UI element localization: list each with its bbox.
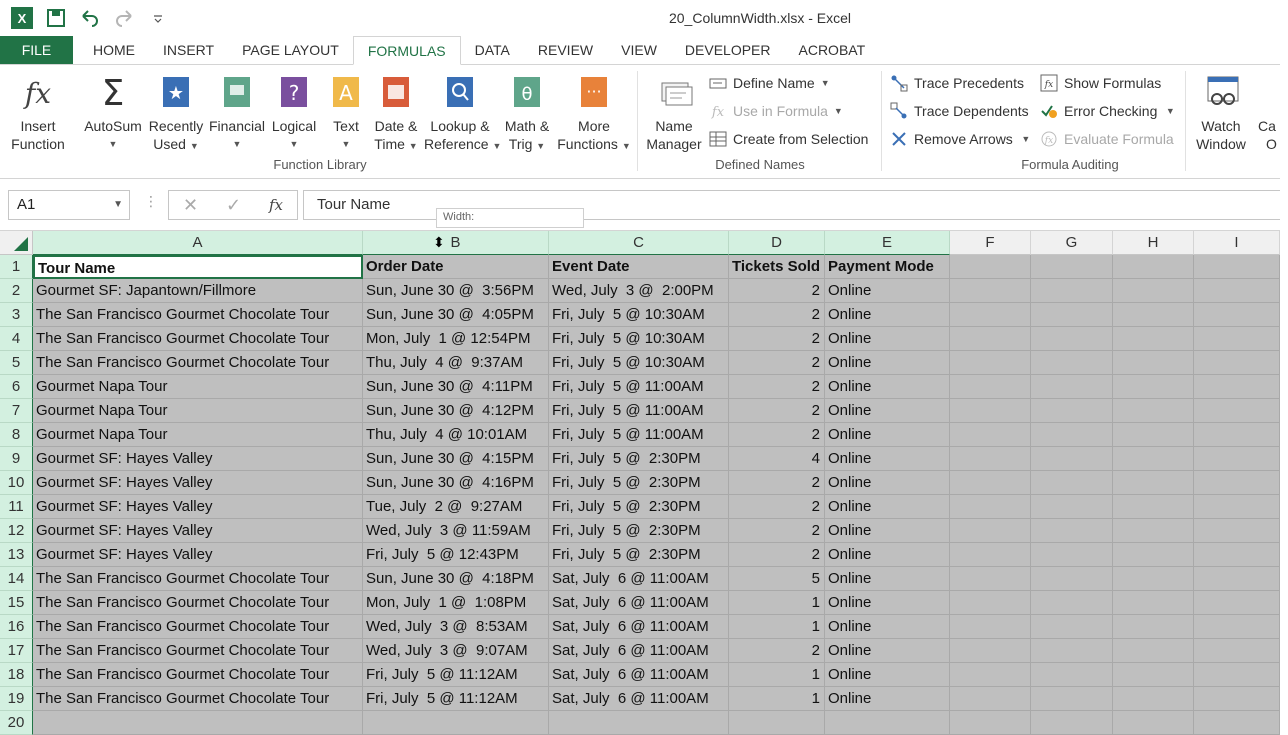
table-cell[interactable] xyxy=(1031,495,1113,519)
table-cell[interactable] xyxy=(1113,327,1194,351)
row-header[interactable]: 18 xyxy=(0,663,33,687)
table-cell[interactable]: Thu, July 4 @ 9:37AM xyxy=(363,351,549,375)
name-box[interactable]: A1 ▼ xyxy=(8,190,130,220)
financial-button[interactable]: Financial ▼ xyxy=(207,73,267,153)
table-cell[interactable] xyxy=(549,711,729,735)
table-cell[interactable]: Gourmet SF: Hayes Valley xyxy=(33,471,363,495)
tab-formulas[interactable]: FORMULAS xyxy=(353,36,461,65)
table-cell[interactable] xyxy=(1031,303,1113,327)
row-header[interactable]: 16 xyxy=(0,615,33,639)
column-header-h[interactable]: H xyxy=(1113,231,1194,255)
table-cell[interactable] xyxy=(1194,543,1280,567)
table-cell[interactable]: Fri, July 5 @ 11:12AM xyxy=(363,663,549,687)
use-in-formula-button[interactable]: fx Use in Formula ▼ xyxy=(709,100,843,122)
table-cell[interactable]: Mon, July 1 @ 12:54PM xyxy=(363,327,549,351)
table-cell[interactable] xyxy=(1194,303,1280,327)
column-header-a[interactable]: A xyxy=(33,231,363,255)
tab-data[interactable]: DATA xyxy=(474,42,510,58)
column-header-e[interactable]: E xyxy=(825,231,950,255)
row-header[interactable]: 9 xyxy=(0,447,33,471)
column-header-g[interactable]: G xyxy=(1031,231,1113,255)
table-cell[interactable] xyxy=(33,711,363,735)
fx-icon xyxy=(22,73,54,111)
table-cell[interactable] xyxy=(950,663,1031,687)
table-grid-icon xyxy=(709,130,727,148)
table-cell[interactable]: Sun, June 30 @ 4:12PM xyxy=(363,399,549,423)
more-functions-button[interactable]: ··· More Functions ▼ xyxy=(557,73,631,155)
table-cell[interactable]: 2 xyxy=(729,519,825,543)
header-cell[interactable] xyxy=(1031,255,1113,279)
error-checking-icon xyxy=(1040,102,1058,120)
row-header[interactable]: 14 xyxy=(0,567,33,591)
table-cell[interactable]: Sun, June 30 @ 3:56PM xyxy=(363,279,549,303)
header-cell[interactable]: Event Date xyxy=(549,255,729,279)
table-cell[interactable]: 2 xyxy=(729,399,825,423)
table-cell[interactable]: The San Francisco Gourmet Chocolate Tour xyxy=(33,615,363,639)
table-cell[interactable]: Wed, July 3 @ 2:00PM xyxy=(549,279,729,303)
table-cell[interactable]: Online xyxy=(825,519,950,543)
svg-text:Σ: Σ xyxy=(101,73,125,114)
svg-text:fx: fx xyxy=(1044,136,1054,146)
svg-text:θ: θ xyxy=(521,84,533,105)
table-cell[interactable]: Online xyxy=(825,399,950,423)
table-cell[interactable] xyxy=(1113,303,1194,327)
table-cell[interactable]: Online xyxy=(825,423,950,447)
table-cell[interactable]: 2 xyxy=(729,639,825,663)
table-cell[interactable] xyxy=(950,519,1031,543)
define-name-button[interactable]: Define Name ▼ xyxy=(709,72,830,94)
column-width-tooltip: Width: xyxy=(436,208,584,228)
table-cell[interactable] xyxy=(1113,399,1194,423)
formula-bar xyxy=(0,179,1280,231)
remove-arrows-icon xyxy=(890,130,908,148)
table-cell[interactable] xyxy=(825,711,950,735)
row-header[interactable]: 2 xyxy=(0,279,33,303)
table-cell[interactable] xyxy=(950,423,1031,447)
table-cell[interactable]: Online xyxy=(825,543,950,567)
row-header[interactable]: 19 xyxy=(0,687,33,711)
table-cell[interactable]: Gourmet Napa Tour xyxy=(33,399,363,423)
table-cell[interactable] xyxy=(1194,615,1280,639)
table-cell[interactable]: Sun, June 30 @ 4:16PM xyxy=(363,471,549,495)
table-cell[interactable] xyxy=(950,567,1031,591)
table-cell[interactable]: Online xyxy=(825,447,950,471)
row-header[interactable]: 15 xyxy=(0,591,33,615)
row-header[interactable]: 20 xyxy=(0,711,33,735)
insert-function-icon[interactable]: fx xyxy=(268,196,283,214)
table-cell[interactable] xyxy=(1031,687,1113,711)
table-cell[interactable]: 2 xyxy=(729,471,825,495)
tab-file[interactable]: FILE xyxy=(0,36,73,64)
enter-icon[interactable]: ✓ xyxy=(225,194,242,215)
table-cell[interactable] xyxy=(1194,351,1280,375)
tab-acrobat[interactable]: ACROBAT xyxy=(798,42,866,58)
header-cell[interactable] xyxy=(1194,255,1280,279)
calendar-book-icon xyxy=(380,73,412,111)
table-cell[interactable] xyxy=(1194,279,1280,303)
column-header-d[interactable]: D xyxy=(729,231,825,255)
table-cell[interactable] xyxy=(950,327,1031,351)
table-cell[interactable] xyxy=(1194,591,1280,615)
watch-window-icon xyxy=(1205,73,1237,111)
logical-button[interactable]: ? Logical ▼ xyxy=(269,73,319,153)
table-cell[interactable] xyxy=(950,543,1031,567)
table-cell[interactable]: 1 xyxy=(729,663,825,687)
math-trig-button[interactable]: θ Math & Trig ▼ xyxy=(499,73,555,155)
svg-text:fx: fx xyxy=(711,105,725,120)
table-cell[interactable]: 1 xyxy=(729,591,825,615)
table-cell[interactable] xyxy=(950,399,1031,423)
formula-input[interactable]: Tour Name xyxy=(303,190,1280,220)
table-cell[interactable]: 4 xyxy=(729,447,825,471)
table-cell[interactable]: Sat, July 6 @ 11:00AM xyxy=(549,663,729,687)
watch-window-button[interactable]: Watch Window xyxy=(1190,73,1252,153)
row-header[interactable]: 12 xyxy=(0,519,33,543)
table-cell[interactable] xyxy=(1031,567,1113,591)
table-cell[interactable] xyxy=(1031,399,1113,423)
table-cell[interactable] xyxy=(950,447,1031,471)
table-cell[interactable] xyxy=(950,591,1031,615)
more-book-icon xyxy=(578,73,610,111)
table-cell[interactable]: Wed, July 3 @ 11:59AM xyxy=(363,519,549,543)
table-cell[interactable]: 2 xyxy=(729,351,825,375)
table-cell[interactable] xyxy=(1113,615,1194,639)
table-cell[interactable] xyxy=(1113,375,1194,399)
text-button[interactable]: A Text ▼ xyxy=(326,73,366,153)
tab-home[interactable]: HOME xyxy=(93,42,135,58)
table-cell[interactable] xyxy=(1113,567,1194,591)
ribbon-tabs xyxy=(0,36,1280,65)
table-cell[interactable]: Fri, July 5 @ 10:30AM xyxy=(549,303,729,327)
table-cell[interactable]: Online xyxy=(825,279,950,303)
table-cell[interactable]: Fri, July 5 @ 11:00AM xyxy=(549,375,729,399)
table-cell[interactable] xyxy=(1031,471,1113,495)
table-cell[interactable] xyxy=(1113,447,1194,471)
table-cell[interactable] xyxy=(1194,495,1280,519)
table-cell[interactable]: Online xyxy=(825,639,950,663)
table-cell[interactable]: Gourmet Napa Tour xyxy=(33,423,363,447)
table-cell[interactable] xyxy=(1031,543,1113,567)
table-cell[interactable] xyxy=(1194,447,1280,471)
logical-book-icon xyxy=(278,73,310,111)
tag-icon xyxy=(709,74,727,92)
evaluate-formula-button[interactable]: fx Evaluate Formula xyxy=(1040,128,1174,150)
evaluate-formula-icon xyxy=(1040,130,1058,148)
table-cell[interactable]: Fri, July 5 @ 2:30PM xyxy=(549,519,729,543)
column-headers xyxy=(0,231,1280,255)
table-cell[interactable]: Online xyxy=(825,663,950,687)
table-cell[interactable]: Gourmet SF: Hayes Valley xyxy=(33,519,363,543)
table-cell[interactable]: Online xyxy=(825,303,950,327)
table-cell[interactable]: The San Francisco Gourmet Chocolate Tour xyxy=(33,303,363,327)
table-cell[interactable] xyxy=(1113,423,1194,447)
table-cell[interactable] xyxy=(1194,375,1280,399)
column-header-f[interactable]: F xyxy=(950,231,1031,255)
table-cell[interactable]: The San Francisco Gourmet Chocolate Tour xyxy=(33,567,363,591)
table-cell[interactable] xyxy=(1113,495,1194,519)
date-time-button[interactable]: Date & Time ▼ xyxy=(370,73,422,155)
table-cell[interactable]: 2 xyxy=(729,495,825,519)
table-cell[interactable]: The San Francisco Gourmet Chocolate Tour xyxy=(33,351,363,375)
table-cell[interactable] xyxy=(950,615,1031,639)
table-cell[interactable] xyxy=(1031,615,1113,639)
header-cell[interactable]: Payment Mode xyxy=(825,255,950,279)
math-book-icon xyxy=(511,73,543,111)
row-header[interactable]: 4 xyxy=(0,327,33,351)
svg-text:fx: fx xyxy=(1044,80,1054,90)
table-cell[interactable]: 1 xyxy=(729,687,825,711)
table-cell[interactable] xyxy=(1194,399,1280,423)
table-cell[interactable] xyxy=(1194,567,1280,591)
remove-arrows-button[interactable]: Remove Arrows ▼ xyxy=(890,128,1030,150)
row-header[interactable]: 11 xyxy=(0,495,33,519)
table-cell[interactable] xyxy=(1031,447,1113,471)
row-header[interactable]: 10 xyxy=(0,471,33,495)
column-header-c[interactable]: C xyxy=(549,231,729,255)
ribbon-separator xyxy=(881,71,882,171)
table-cell[interactable] xyxy=(950,495,1031,519)
financial-book-icon xyxy=(221,73,253,111)
resize-cursor-icon: ⬍ xyxy=(433,234,445,250)
table-cell[interactable] xyxy=(950,303,1031,327)
table-cell[interactable]: Gourmet SF: Hayes Valley xyxy=(33,543,363,567)
insert-function-button[interactable]: fx Insert Function xyxy=(6,73,70,153)
chevron-down-icon[interactable]: ▼ xyxy=(113,199,123,210)
table-cell[interactable]: Online xyxy=(825,327,950,351)
table-cell[interactable]: Gourmet Napa Tour xyxy=(33,375,363,399)
header-cell[interactable] xyxy=(1113,255,1194,279)
table-cell[interactable]: The San Francisco Gourmet Chocolate Tour xyxy=(33,591,363,615)
table-cell[interactable]: Wed, July 3 @ 8:53AM xyxy=(363,615,549,639)
table-cell[interactable]: 1 xyxy=(729,615,825,639)
table-cell[interactable] xyxy=(1113,591,1194,615)
table-cell[interactable] xyxy=(1194,711,1280,735)
table-cell[interactable]: 5 xyxy=(729,567,825,591)
table-cell[interactable]: The San Francisco Gourmet Chocolate Tour xyxy=(33,687,363,711)
function-library-group-label: Function Library xyxy=(273,157,367,172)
table-cell[interactable] xyxy=(1113,687,1194,711)
table-cell[interactable] xyxy=(1113,471,1194,495)
table-cell[interactable]: Fri, July 5 @ 2:30PM xyxy=(549,543,729,567)
table-cell[interactable]: Online xyxy=(825,351,950,375)
row-header[interactable]: 7 xyxy=(0,399,33,423)
table-cell[interactable] xyxy=(1031,711,1113,735)
table-cell[interactable] xyxy=(950,711,1031,735)
formula-bar-grip-icon[interactable]: ⋮ xyxy=(144,193,158,209)
svg-text:···: ··· xyxy=(586,82,602,101)
row-header[interactable]: 13 xyxy=(0,543,33,567)
error-checking-button[interactable]: Error Checking ▼ xyxy=(1040,100,1175,122)
table-cell[interactable]: Fri, July 5 @ 11:00AM xyxy=(549,423,729,447)
lookup-reference-button[interactable]: Lookup & Reference ▼ xyxy=(424,73,496,155)
table-cell[interactable] xyxy=(1031,591,1113,615)
table-cell[interactable]: Fri, July 5 @ 10:30AM xyxy=(549,327,729,351)
cancel-icon[interactable]: ✕ xyxy=(182,194,199,215)
table-cell[interactable] xyxy=(1194,519,1280,543)
ribbon-separator xyxy=(1185,71,1186,171)
table-cell[interactable] xyxy=(363,711,549,735)
row-header[interactable]: 3 xyxy=(0,303,33,327)
svg-text:?: ? xyxy=(288,81,300,105)
svg-text:★: ★ xyxy=(167,83,185,104)
table-cell[interactable]: Mon, July 1 @ 1:08PM xyxy=(363,591,549,615)
table-cell[interactable]: Fri, July 5 @ 11:12AM xyxy=(363,687,549,711)
row-header[interactable]: 8 xyxy=(0,423,33,447)
table-cell[interactable] xyxy=(1113,543,1194,567)
table-cell[interactable]: Thu, July 4 @ 10:01AM xyxy=(363,423,549,447)
table-cell[interactable]: Fri, July 5 @ 12:43PM xyxy=(363,543,549,567)
table-cell[interactable]: Fri, July 5 @ 10:30AM xyxy=(549,351,729,375)
table-cell[interactable] xyxy=(1194,471,1280,495)
table-cell[interactable]: Online xyxy=(825,471,950,495)
star-book-icon xyxy=(160,73,192,111)
tab-page-layout[interactable]: PAGE LAYOUT xyxy=(242,42,339,58)
table-cell[interactable] xyxy=(1194,639,1280,663)
header-cell[interactable]: Tour Name xyxy=(33,255,363,279)
table-cell[interactable]: Fri, July 5 @ 2:30PM xyxy=(549,447,729,471)
table-cell[interactable]: Gourmet SF: Hayes Valley xyxy=(33,495,363,519)
header-cell[interactable]: Order Date xyxy=(363,255,549,279)
table-cell[interactable]: 2 xyxy=(729,303,825,327)
table-cell[interactable]: The San Francisco Gourmet Chocolate Tour xyxy=(33,639,363,663)
recently-used-button[interactable]: ★ Recently Used ▼ xyxy=(148,73,204,155)
table-cell[interactable]: The San Francisco Gourmet Chocolate Tour xyxy=(33,663,363,687)
table-cell[interactable]: 2 xyxy=(729,375,825,399)
column-header-b[interactable]: B xyxy=(363,231,549,255)
table-cell[interactable] xyxy=(1031,639,1113,663)
table-cell[interactable]: 2 xyxy=(729,327,825,351)
create-from-selection-button[interactable]: Create from Selection xyxy=(709,128,868,150)
table-cell[interactable]: Online xyxy=(825,591,950,615)
table-cell[interactable]: Sun, June 30 @ 4:05PM xyxy=(363,303,549,327)
table-cell[interactable]: Sat, July 6 @ 11:00AM xyxy=(549,591,729,615)
lookup-book-icon xyxy=(444,73,476,111)
table-cell[interactable]: Gourmet SF: Hayes Valley xyxy=(33,447,363,471)
table-cell[interactable]: Online xyxy=(825,495,950,519)
table-cell[interactable]: Fri, July 5 @ 2:30PM xyxy=(549,495,729,519)
sigma-icon xyxy=(97,73,129,114)
autosum-button[interactable]: Σ AutoSum ▼ xyxy=(84,73,142,149)
table-cell[interactable] xyxy=(950,351,1031,375)
row-header[interactable]: 6 xyxy=(0,375,33,399)
table-cell[interactable] xyxy=(1031,375,1113,399)
table-cell[interactable] xyxy=(1113,711,1194,735)
table-cell[interactable] xyxy=(1113,279,1194,303)
name-manager-button[interactable]: Name Manager xyxy=(642,73,706,153)
tab-review[interactable]: REVIEW xyxy=(537,42,594,58)
table-cell[interactable] xyxy=(1031,327,1113,351)
table-cell[interactable]: The San Francisco Gourmet Chocolate Tour xyxy=(33,327,363,351)
table-cell[interactable]: Online xyxy=(825,375,950,399)
title-bar xyxy=(0,0,1280,36)
table-cell[interactable] xyxy=(1031,279,1113,303)
table-cell[interactable]: Online xyxy=(825,615,950,639)
table-cell[interactable] xyxy=(950,375,1031,399)
defined-names-group-label: Defined Names xyxy=(715,157,805,172)
table-cell[interactable]: Sat, July 6 @ 11:00AM xyxy=(549,687,729,711)
fx-small-icon xyxy=(709,102,727,120)
table-cell[interactable]: Sun, June 30 @ 4:18PM xyxy=(363,567,549,591)
table-cell[interactable]: Gourmet SF: Japantown/Fillmore xyxy=(33,279,363,303)
table-cell[interactable]: Online xyxy=(825,687,950,711)
svg-text:X: X xyxy=(17,11,27,26)
table-cell[interactable]: Sun, June 30 @ 4:15PM xyxy=(363,447,549,471)
formula-auditing-group-label: Formula Auditing xyxy=(1021,157,1119,172)
column-header-i[interactable]: I xyxy=(1194,231,1280,255)
table-cell[interactable]: Wed, July 3 @ 9:07AM xyxy=(363,639,549,663)
tab-insert[interactable]: INSERT xyxy=(163,42,215,58)
table-cell[interactable]: Sat, July 6 @ 11:00AM xyxy=(549,639,729,663)
row-header[interactable]: 5 xyxy=(0,351,33,375)
trace-precedents-button[interactable]: Trace Precedents xyxy=(890,72,1024,94)
name-manager-icon xyxy=(658,73,690,111)
table-cell[interactable]: 2 xyxy=(729,543,825,567)
table-cell[interactable]: 2 xyxy=(729,423,825,447)
window-title: 20_ColumnWidth.xlsx - Excel xyxy=(668,10,852,26)
table-cell[interactable] xyxy=(729,711,825,735)
table-cell[interactable]: Fri, July 5 @ 2:30PM xyxy=(549,471,729,495)
text-book-icon xyxy=(330,73,362,111)
table-cell[interactable] xyxy=(950,687,1031,711)
svg-text:fx: fx xyxy=(24,77,52,110)
header-cell[interactable] xyxy=(950,255,1031,279)
table-cell[interactable] xyxy=(1031,351,1113,375)
table-cell[interactable] xyxy=(1113,351,1194,375)
table-cell[interactable] xyxy=(1113,519,1194,543)
table-cell[interactable] xyxy=(1031,423,1113,447)
show-formulas-icon xyxy=(1040,74,1058,92)
table-cell[interactable] xyxy=(950,639,1031,663)
tab-developer[interactable]: DEVELOPER xyxy=(684,42,771,58)
svg-text:A: A xyxy=(339,81,353,105)
table-cell[interactable]: Sun, June 30 @ 4:11PM xyxy=(363,375,549,399)
row-header[interactable]: 17 xyxy=(0,639,33,663)
table-cell[interactable] xyxy=(1194,663,1280,687)
formula-bar-buttons xyxy=(168,190,298,220)
table-cell[interactable]: Sat, July 6 @ 11:00AM xyxy=(549,567,729,591)
trace-dependents-button[interactable]: Trace Dependents xyxy=(890,100,1029,122)
table-cell[interactable]: Fri, July 5 @ 11:00AM xyxy=(549,399,729,423)
table-cell[interactable]: 2 xyxy=(729,279,825,303)
table-cell[interactable] xyxy=(1113,639,1194,663)
show-formulas-button[interactable]: fx Show Formulas xyxy=(1040,72,1161,94)
table-cell[interactable]: Sat, July 6 @ 11:00AM xyxy=(549,615,729,639)
table-cell[interactable]: Tue, July 2 @ 9:27AM xyxy=(363,495,549,519)
spreadsheet-grid[interactable] xyxy=(0,231,1280,731)
trace-precedents-icon xyxy=(890,74,908,92)
ribbon xyxy=(0,65,1280,179)
table-cell[interactable] xyxy=(1113,663,1194,687)
header-cell[interactable]: Tickets Sold xyxy=(729,255,825,279)
table-cell[interactable] xyxy=(1031,519,1113,543)
calculation-options-button[interactable]: Ca O xyxy=(1258,118,1277,152)
table-cell[interactable] xyxy=(1194,687,1280,711)
table-cell[interactable] xyxy=(1194,327,1280,351)
table-cell[interactable] xyxy=(1194,423,1280,447)
ribbon-separator xyxy=(637,71,638,171)
trace-dependents-icon xyxy=(890,102,908,120)
table-cell[interactable] xyxy=(950,279,1031,303)
tab-view[interactable]: VIEW xyxy=(621,42,657,58)
table-cell[interactable] xyxy=(1031,663,1113,687)
table-cell[interactable]: Online xyxy=(825,567,950,591)
table-cell[interactable] xyxy=(950,471,1031,495)
row-header[interactable]: 1 xyxy=(0,255,33,279)
